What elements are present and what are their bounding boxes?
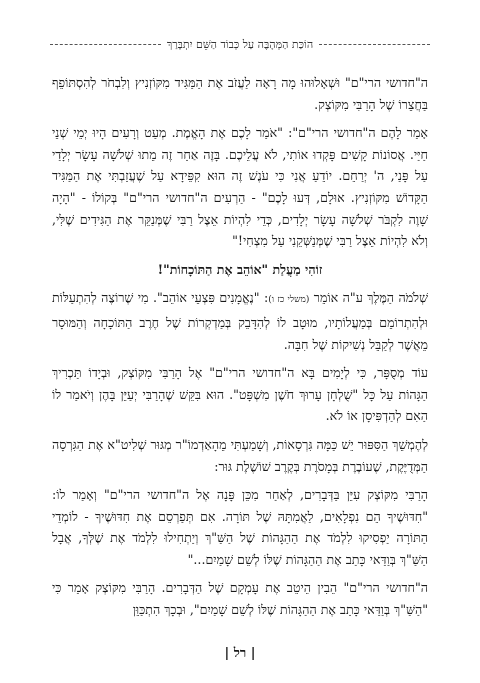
running-header <box>50 36 430 52</box>
header-divider-left <box>50 44 161 45</box>
paragraph: ה"חדושי הרי"ם" הֵבִין הֵיטֵב אֶת עָמְקָם שֶׁל הַדְּבָרִים. הָרַבִּי מִקּוֹצְק אָמַר כִּי "הַשַּׁ"ךְ בְּוַדַּאי כָּתַב אֶת הַהַגָּהוֹת שֶׁלּוֹ לְשֵׁם שָׁמַיִם", וּבְכָךְ הִתְכַּוֵּן <box>52 580 428 618</box>
page-number: | רל | <box>224 646 256 661</box>
header-divider-right <box>319 44 430 45</box>
running-header-title: הוֹכַּת הַמְּהָבֶּה עַל כְּבוֹד הַשֵּׁם יִתְבָּרַךְ <box>166 37 314 51</box>
paragraph-with-citation <box>52 287 428 355</box>
paragraph: ה"חדושי הרי"ם" וּשְׁאָלוּהוּ מָה רָאָה לַעֲזֹב אֶת הַמַּגִּיד מִקּוֹזְנִיץ וְלִבְחֹר לְהִסְתּוֹפֵף בַּחֲצֵרוֹ שֶׁל הָרַבִּי מִקּוֹצְק. <box>52 75 428 112</box>
paragraph: אָמַר לָהֶם ה"חדושי הרי"ם": "אֹמַר לָכֶם אֶת הָאֱמֶת. מְעַט וְרָעִים הָיוּ יְמֵי שְׁנֵי חַיַּי. אֲסוֹנוֹת קָשִׁים פָּקְדוּ אוֹתִי, לֹא עֲלֵיכֶם. בָּזֶה אַחַר זֶה מֵתוּ שְׁלֹשָׁה עָשָׂר יְלָדַי עַל פָּנַי, ה' יְרַחֵם. יוֹדֵעַ אֲנִי כִּי עֹנֶשׁ זֶה הוּא קִפֵּידָא עַל שֶׁעֲזַבְתִּי אֶת הַמַּגִּיד הַקָּדוֹשׁ מִקּוֹזְנִיץ. אוּלָם, דְּעוּ לָכֶם" - הַרְעִים ה"חדושי הרי"ם" בְּקוֹלוֹ - "הָיָה שָׁוֶה לִקְבֹּר שְׁלֹשָׁה עָשָׂר יְלָדִים, כְּדֵי לִהְיוֹת אֵצֶל רַבִּי שֶׁמְּנַקֵּר אֶת הַגִּידִים שֶׁלִּי, וְלֹא לִהְיוֹת אֵצֶל רַבִּי שֶׁמְּנַשְּׁקֵנִי עַל מִצְחִי!" <box>52 125 428 249</box>
paragraph: לְהֶמְשֵׁךְ הַסִּפּוּר יֵשׁ כַּמָּה גִּרְסָאוֹת, וְשָׁמַעְתִּי מֵהָאַדְמוֹ"ר מְגּוּר שְׁלִיט"א אֶת הַגִּרְסָה הַמְּדֻיֶּקֶת, שֶׁעוֹבֶרֶת בְּמָסֹרֶת בְּקֶרֶב שׁוֹשֶׁלֶת גּוּר: <box>52 436 428 474</box>
paragraph: עוֹד מְסֻפָּר, כִּי לְיָמִים בָּא ה"חדושי הרי"ם" אֶל הָרַבִּי מִקּוֹצְק, וּבְיָדוֹ תַּכְרִיךְ הַגָּהוֹת עַל כָּל "שֻׁלְחָן עָרוּךְ חֹשֶׁן מִשְׁפָּט". הוּא בִּקֵּשׁ שֶׁהָרַבִּי יְעַיֵּן בָּהֶן וְיֹאמַר לוֹ הַאִם לְהַדְפִּיסָן אוֹ לֹא. <box>52 365 428 424</box>
section-heading: זוֹהִי מַעֲלַת "אוֹהֵב אֶת הַתּוֹכָחוֹת"! <box>157 261 323 277</box>
paragraph-part: שְׁלֹמֹה הַמֶּלֶךְ ע"ה אוֹמֵר <box>309 290 428 306</box>
paragraph: הָרַבִּי מִקּוֹצְק עִיֵּן בַּדְּבָרִים, לְאַחַר מִכֵּן פָּנָה אֶל ה"חדושי הרי"ם" וְאָמַר לוֹ: "חִדּוּשֶׁיךָ הֵם נִפְלָאִים, לַאֲמִתָּהּ שֶׁל תּוֹרָה. אִם תְּפַרְסֵם אֶת חִדּוּשֶׁיךָ - לוֹמְדֵי הַתּוֹרָה יַפְסִיקוּ לִלְמֹד אֶת הַהַגָּהוֹת שֶׁל הַשַּׁ"ךְ וְיַתְחִילוּ לִלְמֹד אֶת שֶׁלְּךָ, אֲבָל הַשַּׁ"ךְ בְּוַדַּאי כָּתַב אֶת הַהַגָּהוֹת שֶׁלּוֹ לְשֵׁם שָׁמַיִם..." <box>52 487 428 567</box>
paragraph-part: : "נֶאֱמָנִים פִּצְעֵי אוֹהֵב". מִי שֶׁרוֹצֶה לְהִתְעַלּוֹת וּלְהִתְרוֹמֵם בְּמַעֲלוֹתָיו, מוּטָב לוֹ לְהִדָּבֵק בְּמַדְקְרוֹת שֶׁל חֶרֶב הַתּוֹכָחָה וְהַמּוּסָר מֵאֲשֶׁר לְקַבֵּל נְשִׁיקוֹת שֶׁל חִבָּה. <box>52 290 428 352</box>
source-citation: (משלי כז ו) <box>268 295 310 306</box>
body-text <box>52 72 428 628</box>
